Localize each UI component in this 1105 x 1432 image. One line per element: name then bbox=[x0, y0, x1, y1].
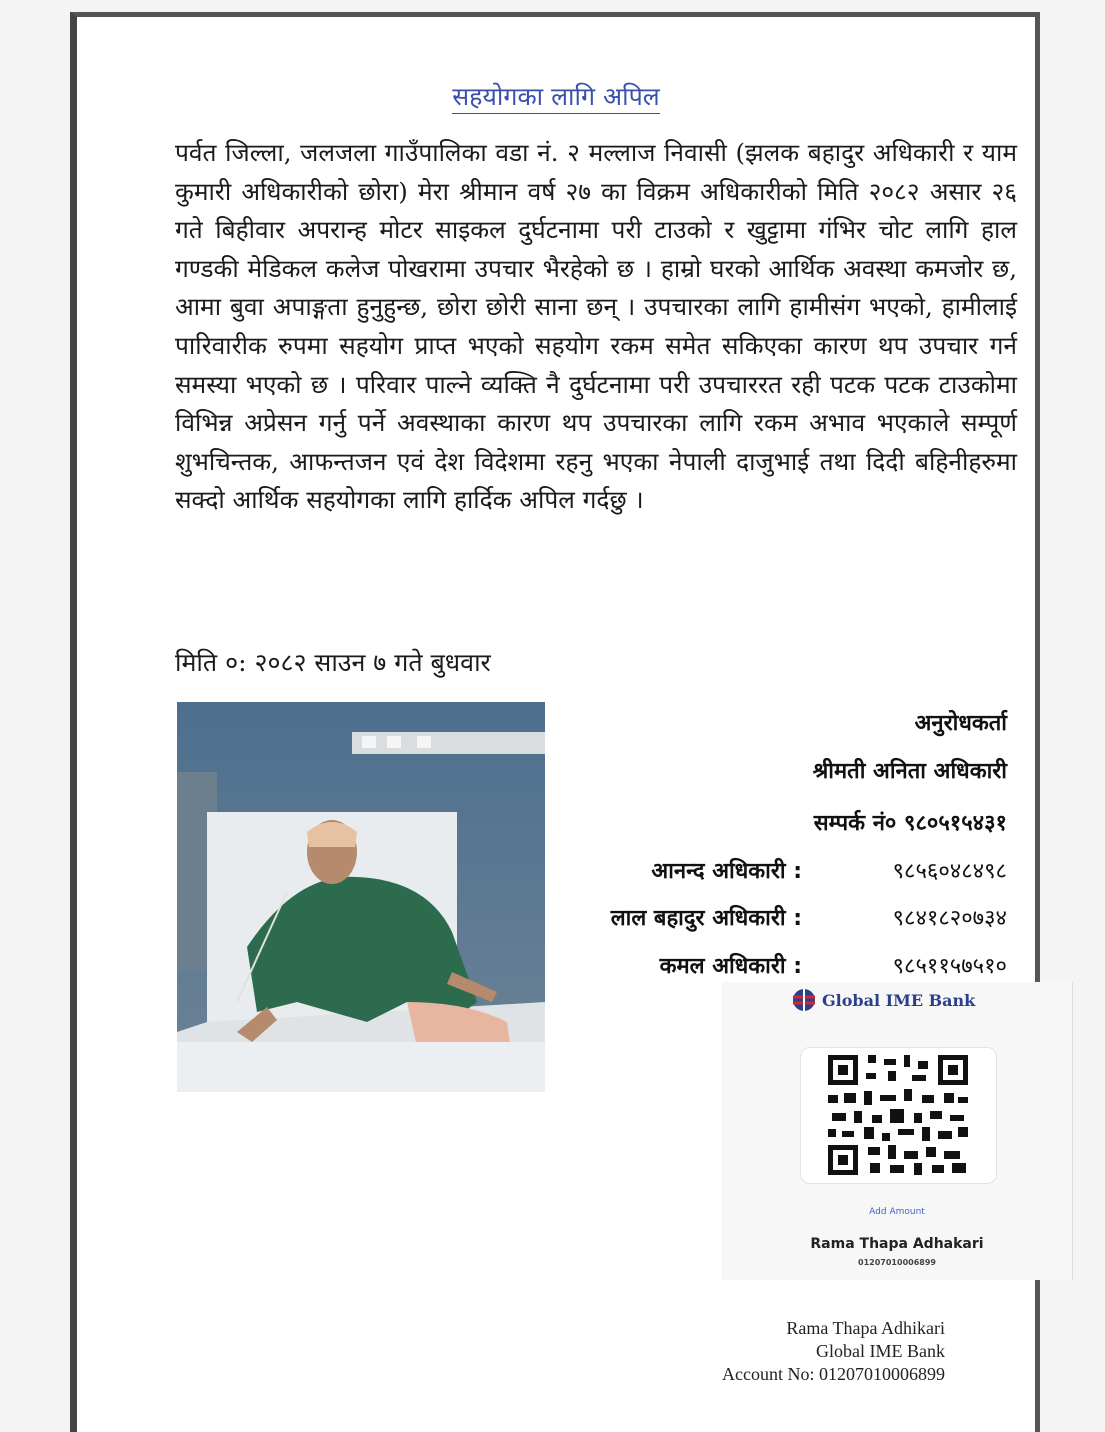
account-details bbox=[722, 1317, 945, 1386]
patient-photo bbox=[177, 702, 545, 1092]
requester-contact: सम्पर्क नं० ९८०५१५४३१ bbox=[813, 811, 1007, 836]
bank-logo bbox=[792, 988, 975, 1012]
qr-code-pattern bbox=[801, 1048, 996, 1183]
bank-name: Global IME Bank bbox=[822, 990, 976, 1010]
contact-name: कमल अधिकारी : bbox=[659, 954, 802, 979]
qr-account-number: 01207010006899 bbox=[858, 1258, 936, 1267]
document-title bbox=[77, 79, 1035, 113]
appeal-paragraph: पर्वत जिल्ला, जलजला गाउँपालिका वडा नं. २ मल्लाज निवासी (झलक बहादुर अधिकारी र याम कुमारी अधिकारीको छोरा) मेरा श्रीमान वर्ष २७ का विक्रम अधिकारीको मिति २०८२ असार २६ गते बिहीवार अपरान्ह मोटर साइकल दुर्घटनामा परी टाउको र खुट्टामा गंभिर चोट लागि हाल गण्डकी मेडिकल कलेज पोखरामा उपचार भैरहेको छ । हाम्रो घरको आर्थिक अवस्था कमजोर छ, आमा बुवा अपाङ्गता हुनुहुन्छ, छोरा छोरी साना छन् । उपचारका लागि हामीसंग भएको, हामीलाई पारिवारीक रुपमा सहयोग प्राप्त भएको सहयोग रकम समेत सकिएका कारण थप उपचार गर्न समस्या भएको छ । परिवार पाल्ने व्यक्ति नै दुर्घटनामा परी उपचाररत रही पटक पटक टाउकोमा विभिन्न अप्रेसन गर्नु पर्ने अवस्थाका कारण थप उपचारका लागि रकम अभाव भएकाले सम्पूर्ण शुभचिन्तक, आफन्तजन एवं देश विदेशमा रहनु भएका नेपाली दाजुभाई तथा दिदी बहिनीहरुमा सक्दो आर्थिक सहयोगका लागि हार्दिक अपिल गर्दछु । bbox=[175, 138, 1017, 515]
contact-number: ९८५११५७५१० bbox=[892, 954, 1007, 979]
account-bank-name: Global IME Bank bbox=[816, 1341, 945, 1361]
bank-globe-icon bbox=[792, 988, 816, 1012]
contact-name: लाल बहादुर अधिकारी : bbox=[610, 906, 802, 931]
contact-number: ९८४१८२०७३४ bbox=[892, 906, 1007, 931]
appeal-document bbox=[70, 12, 1040, 1432]
date-line: मिति ०: २०८२ साउन ७ गते बुधवार bbox=[175, 648, 491, 677]
patient-photo-illustration bbox=[177, 702, 545, 1092]
qr-code[interactable] bbox=[800, 1047, 997, 1184]
qr-payment-card bbox=[722, 982, 1073, 1280]
document-title-text: सहयोगका लागि अपिल bbox=[452, 82, 660, 114]
qr-account-holder: Rama Thapa Adhakari bbox=[810, 1236, 984, 1252]
account-number: Account No: 01207010006899 bbox=[722, 1364, 945, 1384]
requester-label: अनुरोधकर्ता bbox=[914, 711, 1007, 736]
contact-name: आनन्द अधिकारी : bbox=[651, 859, 802, 884]
add-amount-link[interactable]: Add Amount bbox=[869, 1207, 925, 1217]
requester-name: श्रीमती अनिता अधिकारी bbox=[812, 759, 1007, 784]
contact-number: ९८५६०४८४९८ bbox=[892, 859, 1007, 884]
account-holder-name: Rama Thapa Adhikari bbox=[786, 1318, 945, 1338]
